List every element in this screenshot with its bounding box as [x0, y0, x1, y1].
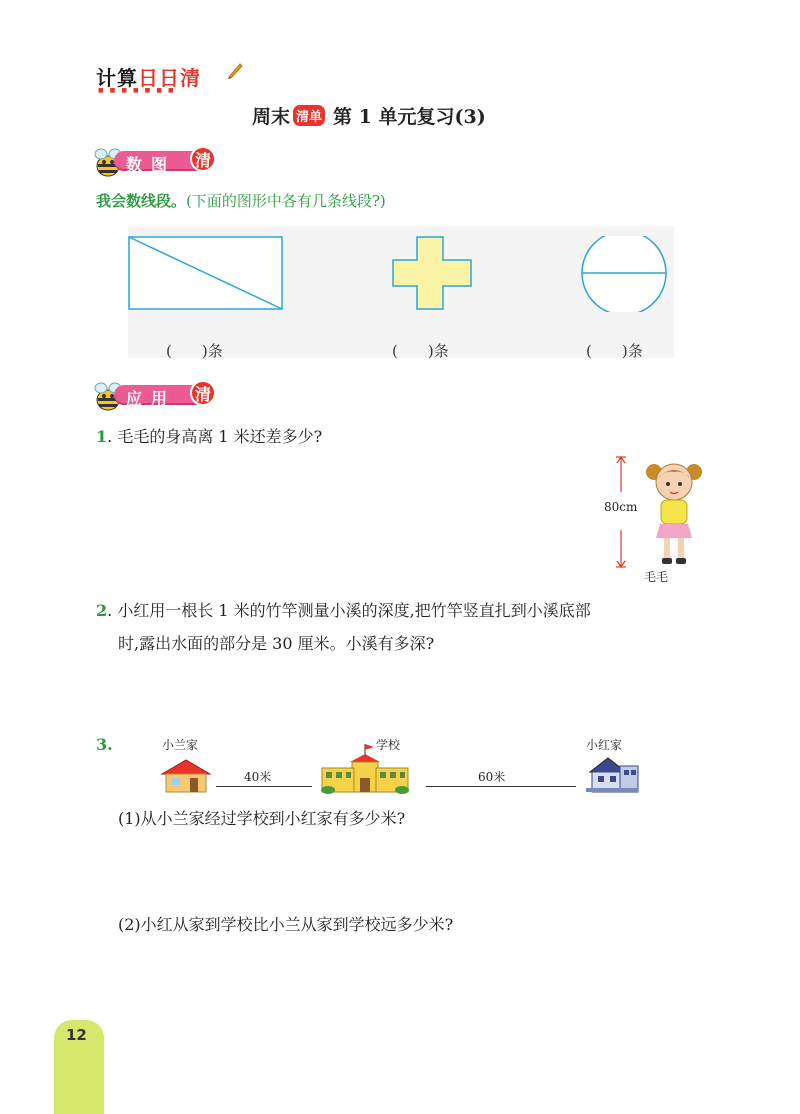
place-label-lan: 小兰家 — [162, 738, 199, 752]
answer-blank-3[interactable]: ( )条 — [586, 342, 643, 360]
school-icon — [320, 742, 410, 794]
question-text: . 毛毛的身高离 1 米还差多少? — [107, 427, 323, 446]
answer-blank-2[interactable]: ( )条 — [392, 342, 449, 360]
distance-line-1 — [216, 786, 312, 787]
girl-name-label: 毛毛 — [644, 570, 669, 584]
instruction-hint: (下面的图形中各有几条线段?) — [186, 192, 386, 210]
question-number: 2 — [96, 601, 108, 620]
brand-highlight: 日日清 — [138, 66, 201, 90]
question-2-line-1 — [96, 598, 591, 621]
question-number: 1 — [96, 427, 108, 446]
cross-shape — [393, 237, 471, 309]
pen-icon — [226, 60, 244, 80]
title-main: 第 1 单元复习(3) — [333, 106, 486, 128]
house-icon — [160, 758, 212, 794]
section-badge: 清 — [190, 380, 216, 406]
section-header-count — [92, 144, 232, 178]
question-number: 3 — [96, 735, 108, 754]
question-dot: . — [107, 735, 113, 754]
place-label-hong: 小红家 — [586, 738, 623, 752]
page-title — [252, 102, 486, 129]
title-badge: 清单 — [293, 105, 325, 126]
question-3-sub-2: (2)小红从家到学校比小兰从家到学校远多少米? — [118, 915, 454, 934]
brand-prefix: 计算 — [96, 66, 138, 90]
instruction-text: 我会数线段。 — [96, 192, 187, 210]
question-1 — [96, 424, 322, 447]
question-3-number — [96, 735, 113, 754]
title-prefix: 周末 — [252, 106, 291, 128]
girl-height-figure — [596, 456, 708, 584]
shapes-figures — [128, 236, 674, 312]
question-2-line-2: 时,露出水面的部分是 30 厘米。小溪有多深? — [118, 634, 435, 653]
brand-subtext-decoration: ■■■■■■■ — [98, 87, 180, 94]
height-label: 80cm — [604, 500, 638, 514]
apartment-icon — [584, 754, 640, 794]
page-number: 12 — [66, 1026, 87, 1044]
question-3-sub-1: (1)从小兰家经过学校到小红家有多少米? — [118, 809, 406, 828]
section-label: 应用 — [126, 389, 177, 408]
place-label-school: 学校 — [376, 738, 401, 752]
rectangle-with-diagonal — [129, 237, 282, 309]
girl-icon — [644, 458, 704, 568]
section-header-apply — [92, 378, 232, 412]
circle-with-diameter — [582, 236, 666, 312]
count-instruction — [96, 190, 386, 211]
distance-label-1: 40米 — [244, 770, 272, 784]
distance-label-2: 60米 — [478, 770, 506, 784]
answer-blank-1[interactable]: ( )条 — [166, 342, 223, 360]
distance-line-2 — [426, 786, 576, 787]
question-text: . 小红用一根长 1 米的竹竿测量小溪的深度,把竹竿竖直扎到小溪底部 — [107, 601, 591, 620]
section-badge: 清 — [190, 146, 216, 172]
section-label: 数图 — [126, 155, 177, 174]
